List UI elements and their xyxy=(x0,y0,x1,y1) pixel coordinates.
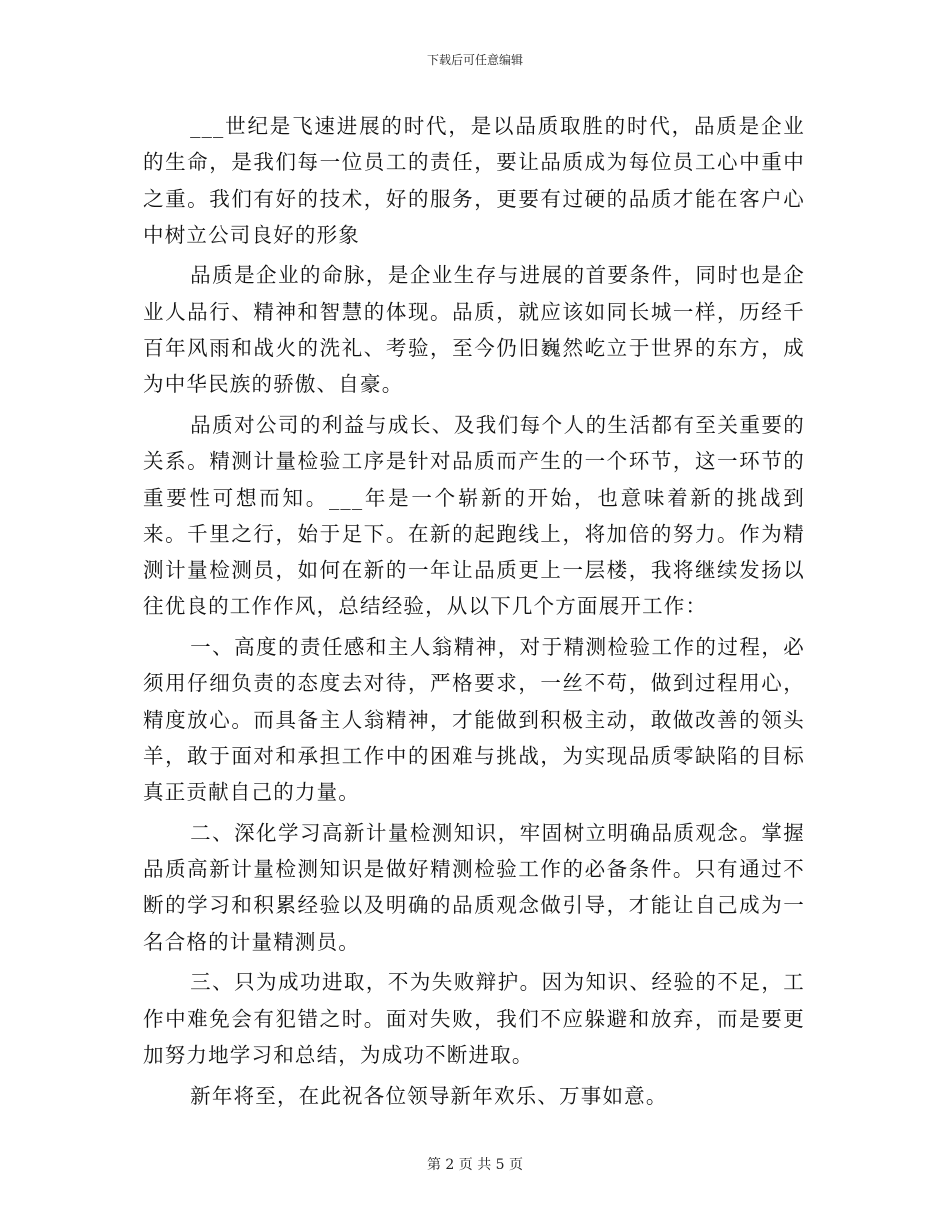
paragraph: 二、深化学习高新计量检测知识，牢固树立明确品质观念。掌握品质高新计量检测知识是做好精测检验工作的必备条件。只有通过不断的学习和积累经验以及明确的品质观念做引导，才能让自己成为一名合格的计量精测员。 xyxy=(143,820,805,954)
paragraph: 品质对公司的利益与成长、及我们每个人的生活都有至关重要的关系。精测计量检验工序是针对品质而产生的一个环节，这一环节的重要性可想而知。___年是一个崭新的开始，也意味着新的挑战到来。千里之行，始于足下。在新的起跑线上，将加倍的努力。作为精测计量检测员，如何在新的一年让品质更上一层楼，我将继续发扬以往优良的工作作风，总结经验，从以下几个方面展开工作： xyxy=(143,412,805,619)
paragraph: ___世纪是飞速进展的时代，是以品质取胜的时代，品质是企业的生命，是我们每一位员工的责任，要让品质成为每位员工心中重中之重。我们有好的技术，好的服务，更要有过硬的品质才能在客户心中树立公司良好的形象 xyxy=(143,114,805,247)
document-body xyxy=(143,108,805,1118)
paragraph: 新年将至，在此祝各位领导新年欢乐、万事如意。 xyxy=(190,1083,668,1108)
page-number-footer: 第 2 页 共 5 页 xyxy=(426,1157,524,1173)
page-header: 下载后可任意编辑 xyxy=(426,53,523,67)
paragraph: 一、高度的责任感和主人翁精神，对于精测检验工作的过程，必须用仔细负责的态度去对待，严格要求，一丝不苟，做到过程用心，精度放心。而具备主人翁精神，才能做到积极主动，敢做改善的领头羊，敢于面对和承担工作中的困难与挑战，为实现品质零缺陷的目标真正贡献自己的力量。 xyxy=(143,635,805,805)
paragraph: 品质是企业的命脉，是企业生存与进展的首要条件，同时也是企业人品行、精神和智慧的体现。品质，就应该如同长城一样，历经千百年风雨和战火的洗礼、考验，至今仍旧巍然屹立于世界的东方，成为中华民族的骄傲、自豪。 xyxy=(143,263,805,397)
paragraph: 三、只为成功进取，不为失败辩护。因为知识、经验的不足，工作中难免会有犯错之时。面对失败，我们不应躲避和放弃，而是要更加努力地学习和总结，为成功不断进取。 xyxy=(143,970,805,1067)
